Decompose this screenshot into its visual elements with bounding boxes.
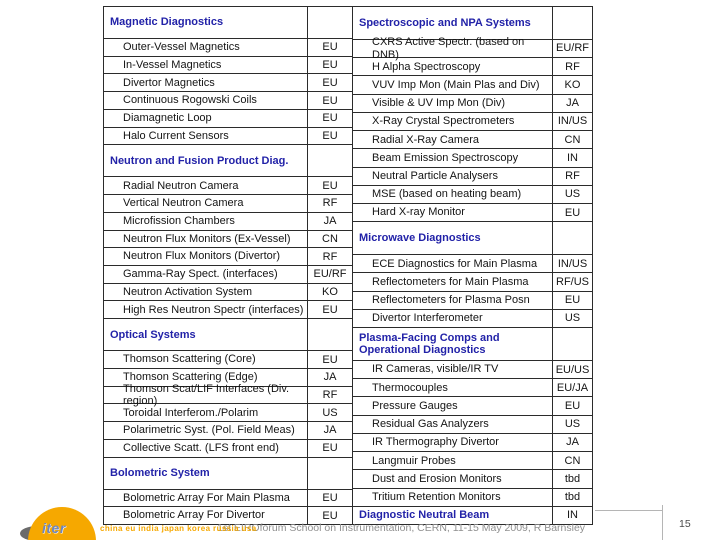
table-row	[353, 113, 592, 131]
footer-horizontal-rule	[595, 510, 662, 511]
table-row	[353, 273, 592, 291]
row-label: Residual Gas Analyzers	[372, 418, 489, 431]
row-value: JA	[552, 434, 592, 451]
row-label: Thomson Scat/LIF Interfaces (Div. region)	[123, 382, 290, 407]
table-row	[104, 195, 352, 213]
row-label: ECE Diagnostics for Main Plasma	[372, 257, 538, 270]
table-row	[353, 149, 592, 167]
table-row	[104, 110, 352, 128]
row-label: Toroidal Interferom./Polarim	[123, 406, 259, 419]
table-row	[353, 379, 592, 397]
row-value: CN	[552, 131, 592, 148]
row-value	[552, 7, 592, 39]
row-value	[307, 145, 352, 176]
row-label: Gamma-Ray Spect. (interfaces)	[123, 268, 278, 281]
row-value: JA	[552, 95, 592, 112]
row-value: EU	[552, 397, 592, 414]
iter-logo-text: iter	[42, 520, 66, 536]
table-row	[104, 74, 352, 92]
row-value: IN/US	[552, 255, 592, 272]
row-label: Dust and Erosion Monitors	[372, 472, 502, 485]
table-section-row	[104, 145, 352, 177]
row-value: JA	[307, 422, 352, 439]
row-value: EU	[307, 490, 352, 507]
row-label: Polarimetric Syst. (Pol. Field Meas)	[123, 424, 295, 437]
row-value: RF/US	[552, 273, 592, 290]
table-section-row	[104, 458, 352, 490]
table-section-row	[353, 7, 592, 40]
table-row	[104, 39, 352, 57]
table-row	[104, 382, 352, 407]
row-label: Hard X-ray Monitor	[372, 206, 465, 219]
table-row	[353, 470, 592, 488]
row-label: Neutron Flux Monitors (Ex-Vessel)	[123, 232, 291, 245]
row-label: IR Cameras, visible/IR TV	[372, 363, 499, 376]
row-label: Thomson Scattering (Edge)	[123, 371, 258, 384]
table-row	[104, 422, 352, 440]
row-label: Radial Neutron Camera	[123, 179, 239, 192]
table-row	[353, 95, 592, 113]
row-value: RF	[552, 58, 592, 75]
row-value: EU	[307, 92, 352, 109]
iter-logo-tagline: china eu india japan korea russia usa	[100, 524, 257, 533]
row-label: Continuous Rogowski Coils	[123, 94, 257, 107]
table-section-row	[353, 222, 592, 255]
table-row	[353, 416, 592, 434]
row-value: KO	[552, 76, 592, 93]
row-value: EU	[307, 177, 352, 194]
row-value: EU	[307, 301, 352, 318]
row-label: Divertor Interferometer	[372, 312, 483, 325]
row-value: RF	[307, 387, 352, 404]
row-value: IN	[552, 507, 592, 524]
table-row	[104, 301, 352, 319]
row-value: EU	[307, 440, 352, 457]
row-value: CN	[552, 452, 592, 469]
row-value: RF	[307, 248, 352, 265]
row-value: IN/US	[552, 113, 592, 130]
row-value: EU	[307, 351, 352, 368]
table-row	[104, 128, 352, 146]
row-label: Plasma-Facing Comps and Operational Diagnostics	[359, 331, 500, 356]
row-value: EU/JA	[552, 379, 592, 396]
row-label: Diagnostic Neutral Beam	[359, 509, 490, 522]
row-value: US	[552, 186, 592, 203]
table-row	[104, 284, 352, 302]
row-value	[307, 7, 352, 38]
table-row	[104, 351, 352, 369]
row-label: Reflectometers for Plasma Posn	[372, 294, 530, 307]
table-row	[353, 397, 592, 415]
table-row	[104, 440, 352, 458]
row-value: EU	[307, 128, 352, 145]
table-row	[353, 204, 592, 222]
row-label: Neutron Flux Monitors (Divertor)	[123, 250, 281, 263]
table-row	[104, 490, 352, 508]
row-label: VUV Imp Mon (Main Plas and Div)	[372, 78, 540, 91]
row-label: Magnetic Diagnostics	[110, 16, 224, 29]
row-label: Halo Current Sensors	[123, 129, 229, 142]
row-value: tbd	[552, 470, 592, 487]
table-row	[353, 186, 592, 204]
table-row	[353, 434, 592, 452]
row-label: Thermocouples	[372, 381, 448, 394]
row-label: Vertical Neutron Camera	[123, 197, 244, 210]
row-value: US	[552, 310, 592, 327]
row-value: RF	[552, 168, 592, 185]
row-label: Beam Emission Spectroscopy	[372, 151, 519, 164]
row-label: Visible & UV Imp Mon (Div)	[372, 97, 506, 110]
row-value: EU	[307, 507, 352, 524]
row-label: Bolometric Array For Divertor	[123, 509, 265, 522]
table-row	[104, 57, 352, 75]
table-section-row	[353, 328, 592, 361]
table-row	[104, 248, 352, 266]
row-value: EU	[307, 39, 352, 56]
row-value: CN	[307, 231, 352, 248]
row-value: EU	[552, 292, 592, 309]
table-section-row	[104, 7, 352, 39]
table-row	[353, 361, 592, 379]
table-row	[353, 131, 592, 149]
row-label: Diamagnetic Loop	[123, 112, 212, 125]
table-row	[353, 36, 592, 61]
table-row	[353, 452, 592, 470]
row-value: JA	[307, 213, 352, 230]
row-value: EU	[307, 57, 352, 74]
row-label: Microfission Chambers	[123, 214, 235, 227]
table-row	[104, 231, 352, 249]
table-row	[104, 213, 352, 231]
row-label: Bolometric System	[110, 466, 210, 479]
row-label: Divertor Magnetics	[123, 76, 215, 89]
row-value: EU	[307, 110, 352, 127]
table-row	[353, 168, 592, 186]
row-value: EU	[307, 74, 352, 91]
table-row	[353, 292, 592, 310]
row-label: Optical Systems	[110, 328, 196, 341]
table-row	[353, 58, 592, 76]
row-label: MSE (based on heating beam)	[372, 188, 522, 201]
row-label: H Alpha Spectroscopy	[372, 60, 481, 73]
row-label: Bolometric Array For Main Plasma	[123, 491, 290, 504]
row-value: EU/US	[552, 361, 592, 378]
row-label: Pressure Gauges	[372, 399, 458, 412]
row-label: In-Vessel Magnetics	[123, 58, 222, 71]
footer-vertical-rule	[662, 505, 663, 540]
row-value	[307, 458, 352, 489]
iter-logo	[28, 507, 96, 540]
row-label: Spectroscopic and NPA Systems	[359, 16, 531, 29]
row-value	[307, 319, 352, 350]
row-label: Radial X-Ray Camera	[372, 133, 479, 146]
row-label: Microwave Diagnostics	[359, 232, 481, 244]
row-label: Outer-Vessel Magnetics	[123, 41, 240, 54]
table-row	[353, 255, 592, 273]
row-label: IR Thermography Divertor	[372, 436, 499, 449]
table-row	[104, 404, 352, 422]
diagnostics-table-left	[103, 6, 353, 525]
row-value: US	[307, 404, 352, 421]
row-label: Langmuir Probes	[372, 454, 456, 467]
row-label: X-Ray Crystal Spectrometers	[372, 115, 515, 128]
row-label: Thomson Scattering (Core)	[123, 353, 256, 366]
row-value: RF	[307, 195, 352, 212]
diagnostics-table-right	[352, 6, 593, 525]
table-row	[353, 489, 592, 507]
row-value: EU/RF	[307, 266, 352, 283]
row-value: EU/RF	[552, 40, 592, 57]
table-row	[353, 310, 592, 328]
row-label: Neutron and Fusion Product Diag.	[110, 154, 289, 167]
table-row	[104, 92, 352, 110]
row-value: tbd	[552, 489, 592, 506]
row-value: US	[552, 416, 592, 433]
row-label: Tritium Retention Monitors	[372, 491, 501, 503]
table-row	[104, 266, 352, 284]
row-value: IN	[552, 149, 592, 166]
row-label: High Res Neutron Spectr (interfaces)	[123, 303, 304, 316]
table-row	[353, 76, 592, 94]
row-value	[552, 328, 592, 360]
row-label: Reflectometers for Main Plasma	[372, 275, 529, 288]
row-value	[552, 222, 592, 254]
row-label: Neutral Particle Analysers	[372, 169, 498, 182]
table-section-row	[104, 319, 352, 351]
row-value: KO	[307, 284, 352, 301]
row-value: EU	[552, 204, 592, 221]
row-label: Collective Scatt. (LFS front end)	[123, 442, 279, 455]
footer-credit-text: 1st EIROforum School on Instrumentation, CERN, 11-15 May 2009, R Barnsley	[217, 522, 586, 534]
row-value: JA	[307, 369, 352, 386]
row-label: CXRS Active Spectr. (based on DNB)	[372, 36, 525, 61]
table-row	[104, 177, 352, 195]
slide-page-number: 15	[679, 518, 691, 530]
row-label: Neutron Activation System	[123, 285, 253, 298]
